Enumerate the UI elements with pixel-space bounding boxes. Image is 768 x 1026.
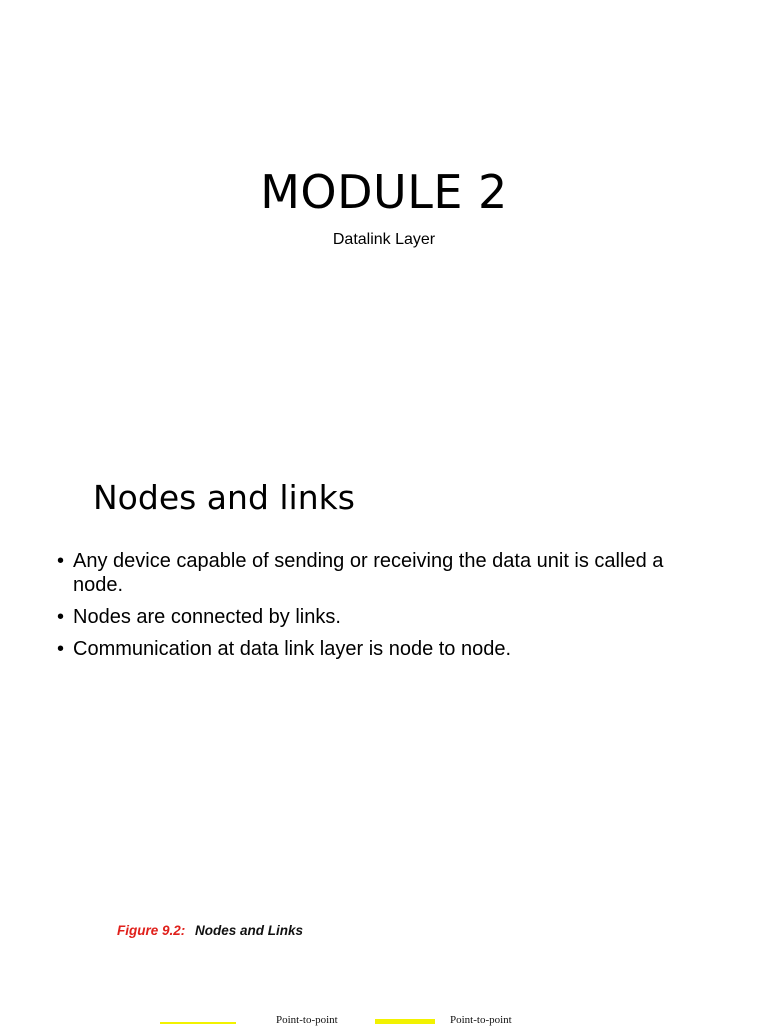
- figure-title: Nodes and Links: [195, 923, 304, 938]
- list-item: [57, 637, 707, 661]
- link-line: [375, 1019, 435, 1024]
- title-slide: [0, 0, 768, 440]
- figure-caption: [117, 922, 303, 940]
- bullet-icon: •: [57, 550, 65, 572]
- list-item: [57, 605, 707, 629]
- figure-number: Figure 9.2:: [117, 923, 186, 938]
- bullet-icon: •: [57, 638, 65, 660]
- list-item: [57, 549, 707, 597]
- point-to-point-label: Point-to-point: [450, 1014, 512, 1026]
- module-subtitle: Datalink Layer: [332, 231, 436, 248]
- bullet-list: [57, 549, 707, 669]
- bullet-text: Any device capable of sending or receiving the data unit is called a node.: [73, 550, 664, 596]
- bullet-text: Communication at data link layer is node to node.: [73, 638, 512, 660]
- bullet-icon: •: [57, 606, 65, 628]
- section-heading: Nodes and links: [93, 478, 355, 517]
- content-slide: [0, 460, 768, 1024]
- bullet-text: Nodes are connected by links.: [73, 606, 341, 628]
- point-to-point-label: Point-to-point: [276, 1014, 338, 1026]
- nodes-links-diagram: [0, 1012, 768, 1024]
- module-title: MODULE 2: [260, 165, 508, 219]
